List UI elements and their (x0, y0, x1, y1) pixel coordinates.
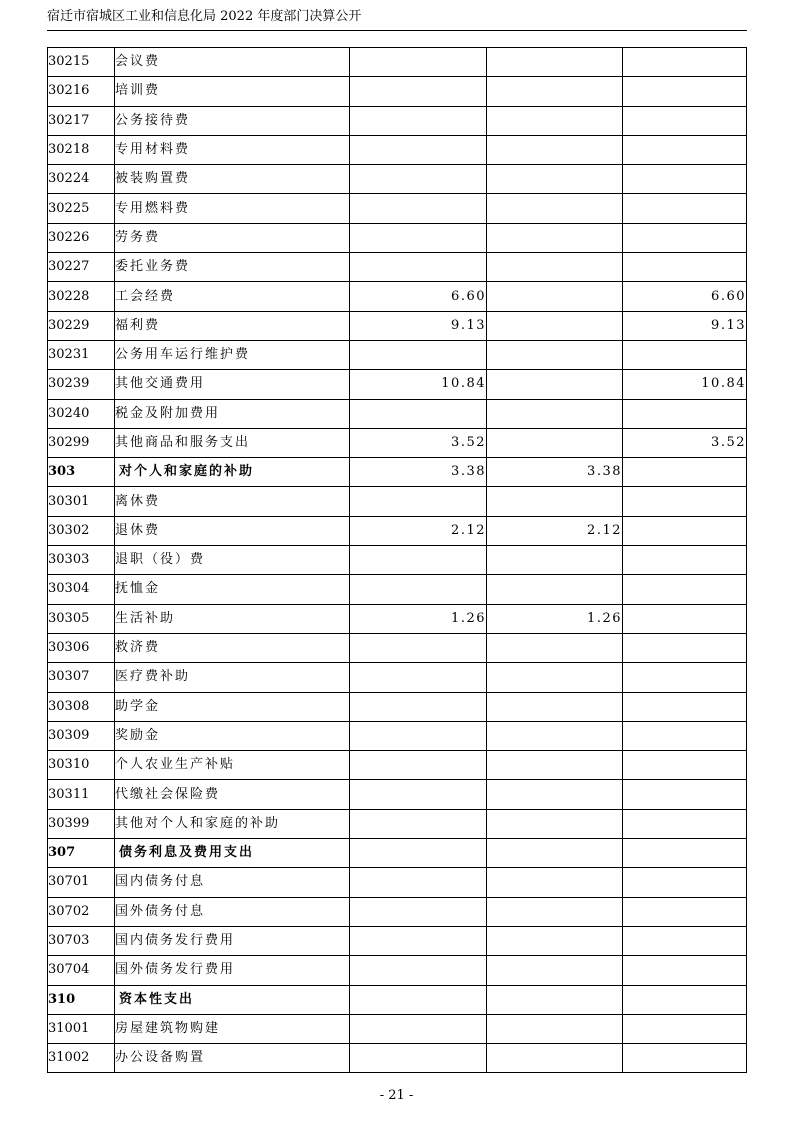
row-basic (487, 428, 623, 457)
row-total (350, 633, 487, 662)
row-basic (487, 751, 623, 780)
row-name: 办公设备购置 (115, 1044, 350, 1073)
row-name: 福利费 (115, 311, 350, 340)
row-name: 国外债务付息 (115, 897, 350, 926)
row-project (623, 48, 747, 77)
table-row (48, 663, 747, 692)
row-total: 1.26 (350, 604, 487, 633)
row-basic (487, 399, 623, 428)
row-basic (487, 575, 623, 604)
row-project (623, 487, 747, 516)
row-total (350, 839, 487, 868)
row-code: 30305 (48, 604, 115, 633)
row-code: 30226 (48, 223, 115, 252)
row-code: 310 (48, 985, 115, 1014)
row-total (350, 751, 487, 780)
row-name: 个人农业生产补贴 (115, 751, 350, 780)
row-code: 30302 (48, 516, 115, 545)
row-project (623, 897, 747, 926)
row-code: 31001 (48, 1014, 115, 1043)
row-total (350, 809, 487, 838)
table-row (48, 48, 747, 77)
row-basic (487, 311, 623, 340)
row-basic (487, 780, 623, 809)
row-total (350, 897, 487, 926)
row-project (623, 839, 747, 868)
row-basic (487, 77, 623, 106)
row-project (623, 77, 747, 106)
table-row (48, 516, 747, 545)
row-code: 30399 (48, 809, 115, 838)
row-project (623, 223, 747, 252)
row-project (623, 956, 747, 985)
table-row (48, 223, 747, 252)
row-name: 劳务费 (115, 223, 350, 252)
row-project (623, 165, 747, 194)
row-name: 奖励金 (115, 721, 350, 750)
table-row (48, 282, 747, 311)
row-total (350, 956, 487, 985)
row-total (350, 399, 487, 428)
row-project (623, 546, 747, 575)
row-project: 3.52 (623, 428, 747, 457)
row-code: 30703 (48, 926, 115, 955)
row-code: 30301 (48, 487, 115, 516)
row-code: 30231 (48, 340, 115, 369)
row-name: 房屋建筑物购建 (115, 1014, 350, 1043)
table-row (48, 194, 747, 223)
row-basic (487, 253, 623, 282)
row-code: 30299 (48, 428, 115, 457)
row-code: 30225 (48, 194, 115, 223)
row-project (623, 809, 747, 838)
row-total (350, 165, 487, 194)
page-header: 宿迁市宿城区工业和信息化局 2022 年度部门决算公开 (47, 9, 362, 24)
row-name: 助学金 (115, 692, 350, 721)
table-row (48, 340, 747, 369)
row-name: 公务用车运行维护费 (115, 340, 350, 369)
row-name: 对个人和家庭的补助 (115, 458, 350, 487)
row-total (350, 194, 487, 223)
row-project (623, 106, 747, 135)
row-name: 国内债务发行费用 (115, 926, 350, 955)
row-code: 30310 (48, 751, 115, 780)
table-row (48, 253, 747, 282)
row-total: 6.60 (350, 282, 487, 311)
category-row (48, 839, 747, 868)
row-total (350, 985, 487, 1014)
row-project (623, 516, 747, 545)
table-body (48, 48, 747, 1073)
row-basic (487, 926, 623, 955)
row-basic (487, 487, 623, 516)
row-name: 培训费 (115, 77, 350, 106)
row-basic: 2.12 (487, 516, 623, 545)
row-code: 30229 (48, 311, 115, 340)
row-code: 30218 (48, 135, 115, 164)
row-name: 抚恤金 (115, 575, 350, 604)
row-total (350, 340, 487, 369)
row-basic (487, 106, 623, 135)
row-code: 30311 (48, 780, 115, 809)
row-code: 30701 (48, 868, 115, 897)
row-total (350, 926, 487, 955)
table-row (48, 721, 747, 750)
row-project (623, 253, 747, 282)
row-basic (487, 135, 623, 164)
row-code: 30228 (48, 282, 115, 311)
row-name: 其他商品和服务支出 (115, 428, 350, 457)
row-total (350, 721, 487, 750)
row-code: 303 (48, 458, 115, 487)
table-row (48, 897, 747, 926)
table-row (48, 135, 747, 164)
row-basic: 1.26 (487, 604, 623, 633)
row-code: 30227 (48, 253, 115, 282)
row-total (350, 868, 487, 897)
row-project: 9.13 (623, 311, 747, 340)
row-code: 30308 (48, 692, 115, 721)
table-row (48, 692, 747, 721)
row-name: 其他对个人和家庭的补助 (115, 809, 350, 838)
row-project (623, 604, 747, 633)
table-row (48, 370, 747, 399)
row-code: 30240 (48, 399, 115, 428)
row-basic (487, 1014, 623, 1043)
table-row (48, 868, 747, 897)
row-project (623, 633, 747, 662)
row-basic (487, 692, 623, 721)
row-basic (487, 633, 623, 662)
table-row (48, 165, 747, 194)
row-code: 30215 (48, 48, 115, 77)
row-project (623, 926, 747, 955)
row-total (350, 780, 487, 809)
row-name: 生活补助 (115, 604, 350, 633)
expenditure-table (47, 47, 747, 1073)
row-basic (487, 985, 623, 1014)
row-basic (487, 897, 623, 926)
row-code: 307 (48, 839, 115, 868)
table-row (48, 77, 747, 106)
row-project (623, 1044, 747, 1073)
row-basic (487, 370, 623, 399)
table-row (48, 956, 747, 985)
row-project (623, 780, 747, 809)
row-name: 税金及附加费用 (115, 399, 350, 428)
row-name: 代缴社会保险费 (115, 780, 350, 809)
row-project: 6.60 (623, 282, 747, 311)
row-total (350, 546, 487, 575)
row-name: 退职（役）费 (115, 546, 350, 575)
table-row (48, 809, 747, 838)
row-basic (487, 223, 623, 252)
row-project (623, 194, 747, 223)
table-row (48, 106, 747, 135)
row-name: 国外债务发行费用 (115, 956, 350, 985)
row-name: 专用燃料费 (115, 194, 350, 223)
row-total: 10.84 (350, 370, 487, 399)
table-row (48, 1014, 747, 1043)
row-total (350, 77, 487, 106)
category-row (48, 458, 747, 487)
row-basic (487, 340, 623, 369)
row-code: 30217 (48, 106, 115, 135)
row-project (623, 340, 747, 369)
row-code: 30704 (48, 956, 115, 985)
table-row (48, 428, 747, 457)
row-code: 30309 (48, 721, 115, 750)
row-code: 30216 (48, 77, 115, 106)
row-name: 其他交通费用 (115, 370, 350, 399)
row-project (623, 721, 747, 750)
row-total (350, 575, 487, 604)
row-basic (487, 1044, 623, 1073)
row-basic (487, 809, 623, 838)
row-name: 债务利息及费用支出 (115, 839, 350, 868)
row-name: 医疗费补助 (115, 663, 350, 692)
row-total: 3.52 (350, 428, 487, 457)
table-row (48, 311, 747, 340)
row-project (623, 1014, 747, 1043)
row-code: 30303 (48, 546, 115, 575)
row-code: 30304 (48, 575, 115, 604)
row-basic (487, 48, 623, 77)
row-name: 委托业务费 (115, 253, 350, 282)
row-basic (487, 956, 623, 985)
row-total (350, 487, 487, 516)
row-basic (487, 194, 623, 223)
row-name: 工会经费 (115, 282, 350, 311)
row-total (350, 253, 487, 282)
row-name: 救济费 (115, 633, 350, 662)
row-project (623, 751, 747, 780)
header-divider (47, 30, 747, 31)
row-basic (487, 663, 623, 692)
table-row (48, 633, 747, 662)
table-row (48, 751, 747, 780)
row-name: 离休费 (115, 487, 350, 516)
row-total: 3.38 (350, 458, 487, 487)
row-project (623, 868, 747, 897)
row-name: 专用材料费 (115, 135, 350, 164)
row-code: 30702 (48, 897, 115, 926)
table-row (48, 487, 747, 516)
row-total: 9.13 (350, 311, 487, 340)
row-project: 10.84 (623, 370, 747, 399)
row-basic: 3.38 (487, 458, 623, 487)
row-basic (487, 868, 623, 897)
row-code: 31002 (48, 1044, 115, 1073)
page-number: - 21 - (379, 1088, 414, 1103)
row-project (623, 663, 747, 692)
table-row (48, 926, 747, 955)
row-code: 30306 (48, 633, 115, 662)
row-project (623, 135, 747, 164)
row-total: 2.12 (350, 516, 487, 545)
table-row (48, 399, 747, 428)
table-row (48, 780, 747, 809)
row-total (350, 223, 487, 252)
row-project (623, 692, 747, 721)
table-row (48, 1044, 747, 1073)
row-name: 退休费 (115, 516, 350, 545)
row-name: 资本性支出 (115, 985, 350, 1014)
row-name: 会议费 (115, 48, 350, 77)
row-basic (487, 839, 623, 868)
row-total (350, 692, 487, 721)
row-name: 被装购置费 (115, 165, 350, 194)
row-total (350, 1014, 487, 1043)
row-project (623, 399, 747, 428)
row-basic (487, 165, 623, 194)
row-basic (487, 282, 623, 311)
row-code: 30224 (48, 165, 115, 194)
row-code: 30307 (48, 663, 115, 692)
row-name: 国内债务付息 (115, 868, 350, 897)
row-project (623, 985, 747, 1014)
row-total (350, 135, 487, 164)
row-total (350, 106, 487, 135)
row-basic (487, 546, 623, 575)
category-row (48, 985, 747, 1014)
row-basic (487, 721, 623, 750)
table-row (48, 546, 747, 575)
row-project (623, 575, 747, 604)
table-row (48, 575, 747, 604)
table-row (48, 604, 747, 633)
row-project (623, 458, 747, 487)
row-name: 公务接待费 (115, 106, 350, 135)
row-total (350, 48, 487, 77)
row-total (350, 1044, 487, 1073)
row-code: 30239 (48, 370, 115, 399)
row-total (350, 663, 487, 692)
